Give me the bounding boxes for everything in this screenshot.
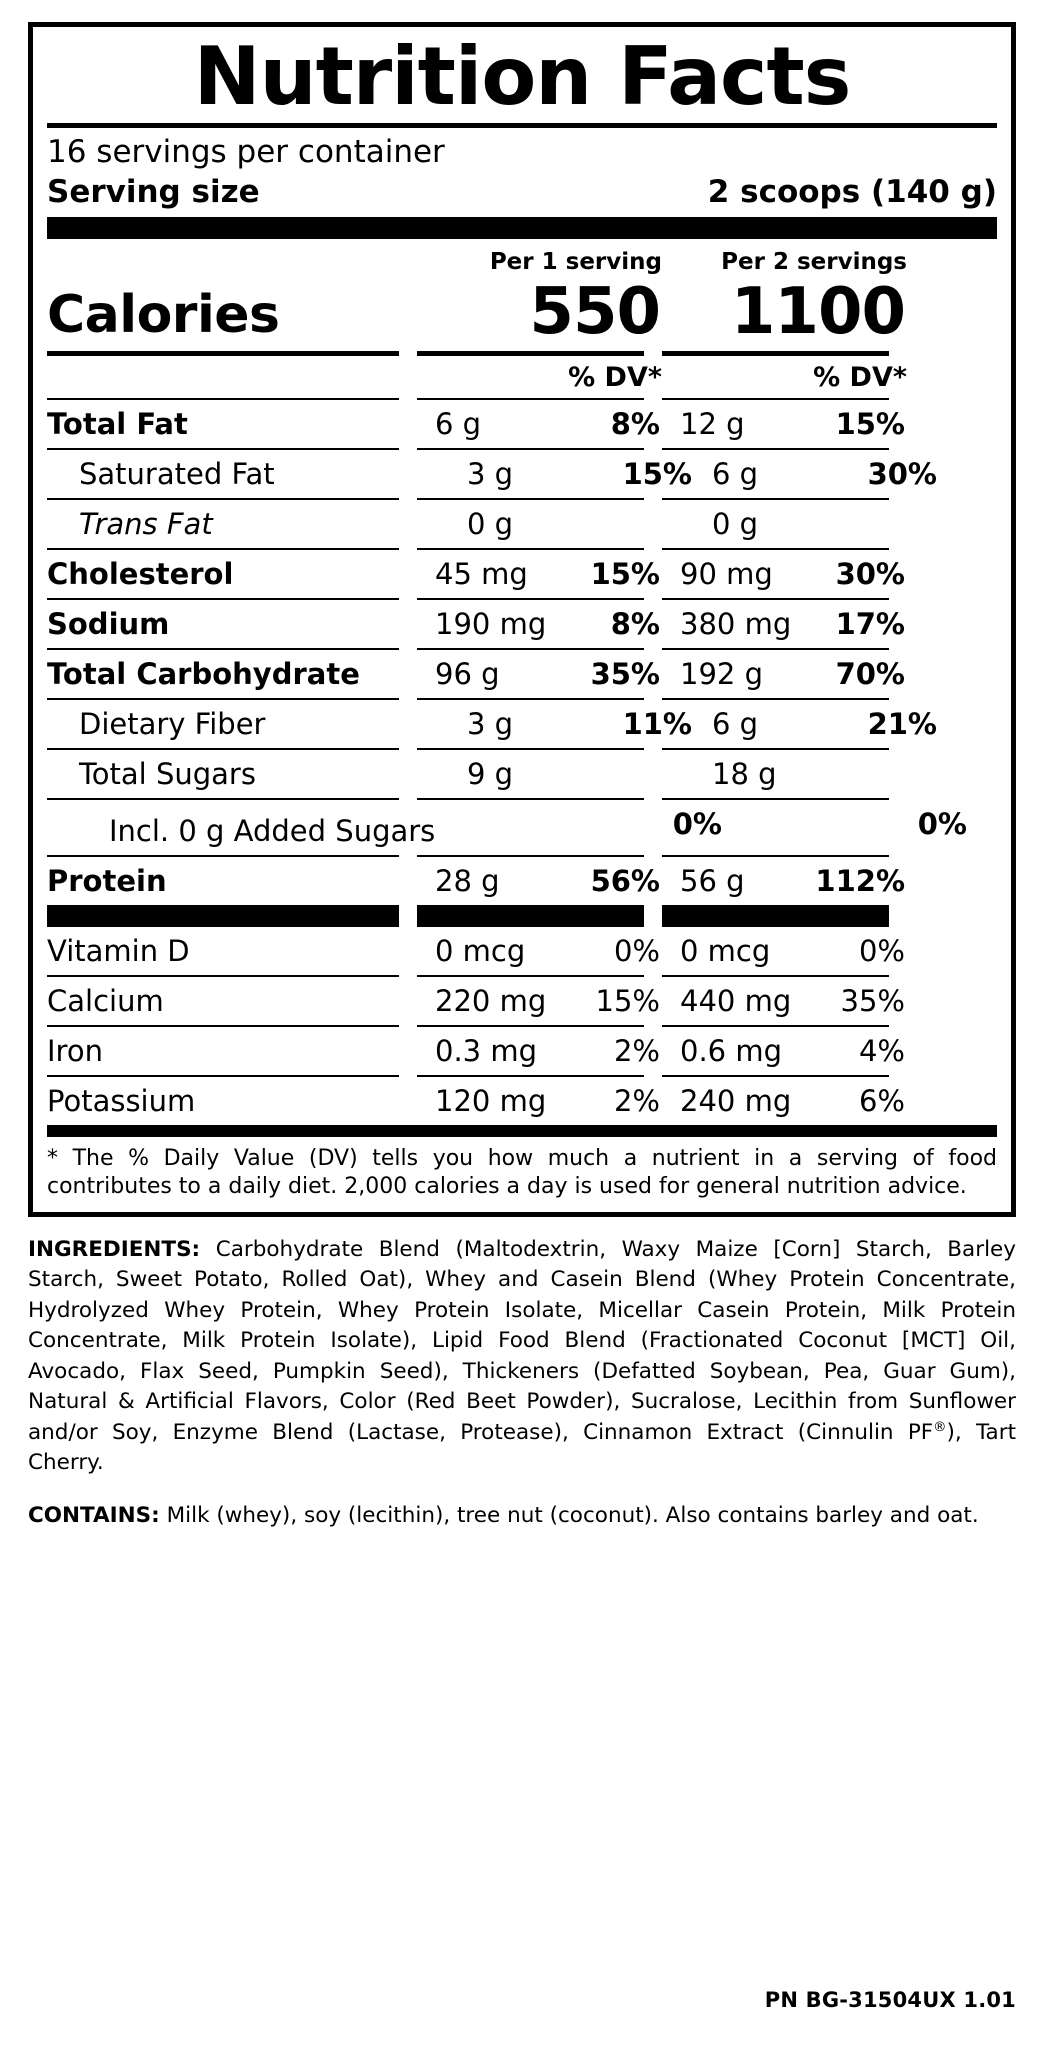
ingredients-block xyxy=(28,1217,1016,1479)
column-header-2: Per 2 servings xyxy=(721,249,907,276)
serving-size-label: Serving size xyxy=(47,174,260,211)
calories-label: Calories xyxy=(47,285,280,346)
table-row: Saturated Fat 3 g 15% 6 g 30% xyxy=(79,457,937,492)
divider-row xyxy=(47,498,997,500)
table-row: Total Carbohydrate 96 g 35% 192 g 70% xyxy=(47,657,905,692)
nutrition-facts-panel xyxy=(28,22,1016,1217)
table-row: Calcium 220 mg 15% 440 mg 35% xyxy=(47,984,905,1019)
divider-row xyxy=(47,398,997,400)
ingredients-text: Carbohydrate Blend (Maltodextrin, Waxy Maize [Corn] Starch, Barley Starch, Sweet Potato, Rolled Oat), Whey and Casein Blend (Whey Protein Concentrate, Hydrolyzed Whey Protein, Whey Protein Isolate, Micellar Casein Protein, Milk Protein Concentrate, Milk Protein Isolate), Lipid Food Blend (Fractionated Coconut [MCT] Oil, Avocado, Flax Seed, Pumpkin Seed), Thickeners (Defatted Soybean, Pea, Guar Gum), Natural & Artificial Flavors, Color (Red Beet Powder), Sucralose, Lecithin from Sunflower and/or Soy, Enzyme Blend (Lactase, Protease), Cinnamon Extract (Cinnulin PF xyxy=(28,1236,1016,1445)
column-headers xyxy=(47,239,997,275)
table-row: Protein 28 g 56% 56 g 112% xyxy=(47,864,905,899)
table-row: Cholesterol 45 mg 15% 90 mg 30% xyxy=(47,557,905,592)
servings-per-container: 16 servings per container xyxy=(47,134,445,170)
ingredients-text-tail: ), Tart Cherry. xyxy=(28,1419,1017,1476)
table-row: Total Sugars 9 g 18 g xyxy=(79,757,777,792)
column-header-1: Per 1 serving xyxy=(489,249,662,276)
divider-thick-footnote xyxy=(47,1125,997,1137)
table-row: Dietary Fiber 3 g 11% 6 g 21% xyxy=(79,707,937,742)
ingredients-label: INGREDIENTS: xyxy=(28,1236,201,1262)
serving-size-row xyxy=(47,173,997,217)
divider-row xyxy=(47,798,997,800)
divider-thick-top xyxy=(47,217,997,239)
divider-row xyxy=(47,698,997,700)
table-row: Sodium 190 mg 8% 380 mg 17% xyxy=(47,607,905,642)
divider-row xyxy=(47,975,997,977)
panel-title: Nutrition Facts xyxy=(193,30,851,123)
divider-row xyxy=(47,1025,997,1027)
divider-row xyxy=(47,448,997,450)
divider-row xyxy=(47,1075,997,1077)
calories-row xyxy=(47,275,997,351)
contains-text: Milk (whey), soy (lecithin), tree nut (coconut). Also contains barley and oat. xyxy=(159,1502,979,1528)
registered-mark: ® xyxy=(933,1419,947,1435)
divider-under-calories xyxy=(47,351,997,356)
table-row: Total Fat 6 g 8% 12 g 15% xyxy=(47,407,905,442)
column-header-spacer xyxy=(47,249,417,275)
daily-value-header-row xyxy=(47,356,997,398)
trans-fat-name: Trans Fat xyxy=(79,507,213,542)
serving-size-value: 2 scoops (140 g) xyxy=(707,174,997,211)
table-row: Trans Fat 0 g 0 g xyxy=(79,507,759,542)
divider-row xyxy=(47,748,997,750)
divider-row xyxy=(47,598,997,600)
table-row: Vitamin D 0 mcg 0% 0 mcg 0% xyxy=(47,934,905,969)
table-row: Potassium 120 mg 2% 240 mg 6% xyxy=(47,1084,905,1119)
table-row: Iron 0.3 mg 2% 0.6 mg 4% xyxy=(47,1034,905,1069)
part-number: PN BG-31504UX 1.01 xyxy=(764,1988,1016,2012)
dv-header-col1: % DV* xyxy=(568,362,662,394)
dv-header-col2: % DV* xyxy=(813,362,907,394)
calories-value-col2: 1100 xyxy=(730,275,905,350)
divider-row xyxy=(47,648,997,650)
daily-value-footnote: * The % Daily Value (DV) tells you how much a nutrient in a serving of food contributes to a daily diet. 2,000 calories a day is used for general nutrition advice. xyxy=(47,1146,997,1200)
divider-thick-micros xyxy=(47,905,997,927)
divider-row xyxy=(47,548,997,550)
contains-block xyxy=(28,1479,1016,1531)
table-row: Incl. 0 g Added Sugars 0% 0% xyxy=(109,807,967,849)
contains-label: CONTAINS: xyxy=(28,1502,160,1528)
calories-value-col1: 550 xyxy=(529,275,660,350)
divider-row xyxy=(47,855,997,857)
